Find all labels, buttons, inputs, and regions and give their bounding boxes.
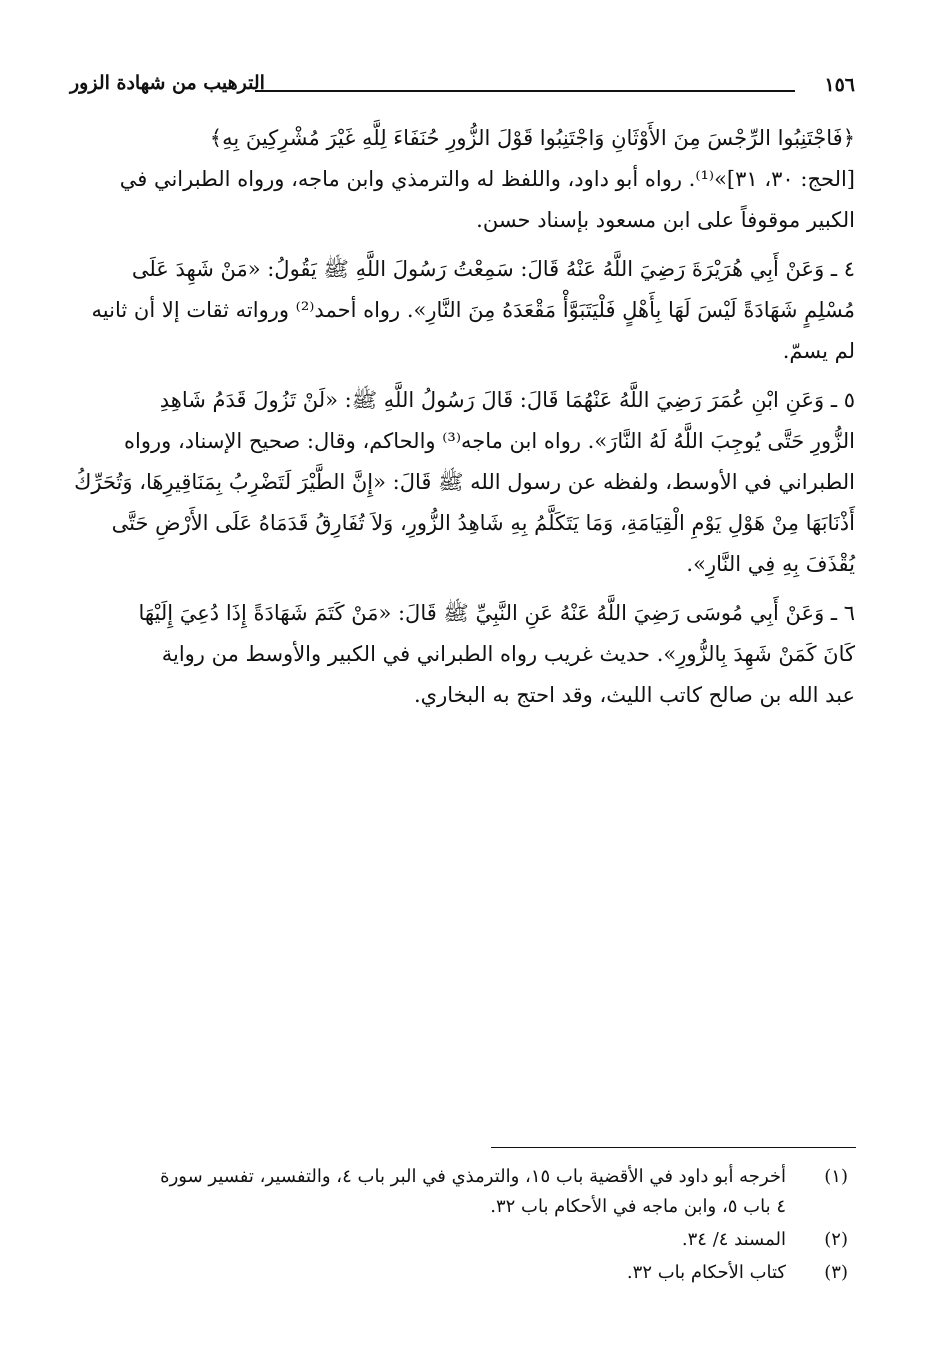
footnotes bbox=[62, 1162, 848, 1291]
text-line: ٥ ـ وَعَنِ ابْنِ عُمَرَ رَضِيَ اللَّهُ عَنْهُمَا قَالَ: قَالَ رَسُولُ اللَّهِ ﷺ: «لَنْ تَزُولَ قَدَمُ شَاهِدِ bbox=[159, 388, 855, 412]
footnote-line: كتاب الأحكام باب ٣٢. bbox=[626, 1262, 786, 1283]
text-line: [الحج: ٣٠، ٣١]»⁽¹⁾. رواه أبو داود، واللفظ له والترمذي وابن ماجه، ورواه الطبراني في bbox=[119, 167, 855, 191]
footnote-1 bbox=[62, 1162, 848, 1222]
footnote-3 bbox=[62, 1258, 848, 1288]
paragraph-hadith-5 bbox=[70, 380, 855, 585]
page-number: ١٥٦ bbox=[824, 74, 855, 96]
footnote-line: ٤ باب ٥، وابن ماجه في الأحكام باب ٣٢. bbox=[490, 1196, 786, 1217]
paragraph-quran-continuation bbox=[70, 118, 855, 241]
footnote-separator bbox=[491, 1147, 856, 1148]
text-line: الطبراني في الأوسط، ولفظه عن رسول الله ﷺ قَالَ: «إِنَّ الطَّيْرَ لَتَضْرِبُ بِمَنَاقِيرِهَا، وَتُحَرِّكُ bbox=[74, 470, 855, 494]
text-line: أَذْنَابَهَا مِنْ هَوْلِ يَوْمِ الْقِيَامَةِ، وَمَا يَتَكَلَّمُ بِهِ شَاهِدُ الزُّورِ، وَلاَ تُفَارِقُ قَدَمَاهُ عَلَى الأَرْضِ حَتَّى bbox=[111, 511, 855, 535]
text-line: الزُّورِ حَتَّى يُوجِبَ اللَّهُ لَهُ النَّارَ». رواه ابن ماجه⁽³⁾ والحاكم، وقال: صحيح الإسناد، ورواه bbox=[124, 429, 855, 453]
footnote-line: المسند ٤/ ٣٤. bbox=[681, 1229, 786, 1250]
text-line: كَانَ كَمَنْ شَهِدَ بِالزُّورِ». حديث غريب رواه الطبراني في الكبير والأوسط من رواية bbox=[161, 642, 855, 666]
text-line: لم يسمّ. bbox=[782, 339, 855, 363]
footnote-number: (٣) bbox=[824, 1262, 848, 1283]
text-line: ٦ ـ وَعَنْ أَبِي مُوسَى رَضِيَ اللَّهُ عَنْهُ عَنِ النَّبِيِّ ﷺ قَالَ: «مَنْ كَتَمَ شَهَادَةً إِذَا دُعِيَ إِلَيْهَا bbox=[138, 601, 855, 625]
page-header bbox=[70, 70, 855, 104]
footnote-number: (٢) bbox=[824, 1229, 848, 1250]
footnote-line: أخرجه أبو داود في الأقضية باب ١٥، والترمذي في البر باب ٤، والتفسير، تفسير سورة bbox=[160, 1166, 786, 1187]
paragraph-hadith-6 bbox=[70, 593, 855, 716]
header-rule bbox=[255, 90, 795, 92]
footnote-number: (١) bbox=[824, 1166, 848, 1187]
footnote-2 bbox=[62, 1225, 848, 1255]
paragraph-hadith-4 bbox=[70, 249, 855, 372]
text-line: مُسْلِمٍ شَهَادَةً لَيْسَ لَهَا بِأَهْلٍ فَلْيَتَبَوَّأْ مَقْعَدَهُ مِنَ النَّارِ». رواه أحمد⁽²⁾ ورواته ثقات إلا أن ثانيه bbox=[91, 298, 855, 322]
text-line: ٤ ـ وَعَنْ أَبِي هُرَيْرَةَ رَضِيَ اللَّهُ عَنْهُ قَالَ: سَمِعْتُ رَسُولَ اللَّهِ ﷺ يَقُولُ: «مَنْ شَهِدَ عَلَى bbox=[131, 257, 855, 281]
main-text bbox=[70, 118, 855, 724]
running-title: الترهيب من شهادة الزور bbox=[70, 72, 265, 94]
text-line: عبد الله بن صالح كاتب الليث، وقد احتج به البخاري. bbox=[414, 683, 855, 707]
text-line: يُقْذَفَ بِهِ فِي النَّارِ». bbox=[686, 552, 855, 576]
text-line: ﴿فَاجْتَنِبُوا الرِّجْسَ مِنَ الأَوْثَانِ وَاجْتَنِبُوا قَوْلَ الزُّورِ حُنَفَاءَ لِلَّهِ غَيْرَ مُشْرِكِينَ بِهِ﴾ bbox=[209, 126, 855, 150]
text-line: الكبير موقوفاً على ابن مسعود بإسناد حسن. bbox=[476, 208, 855, 232]
